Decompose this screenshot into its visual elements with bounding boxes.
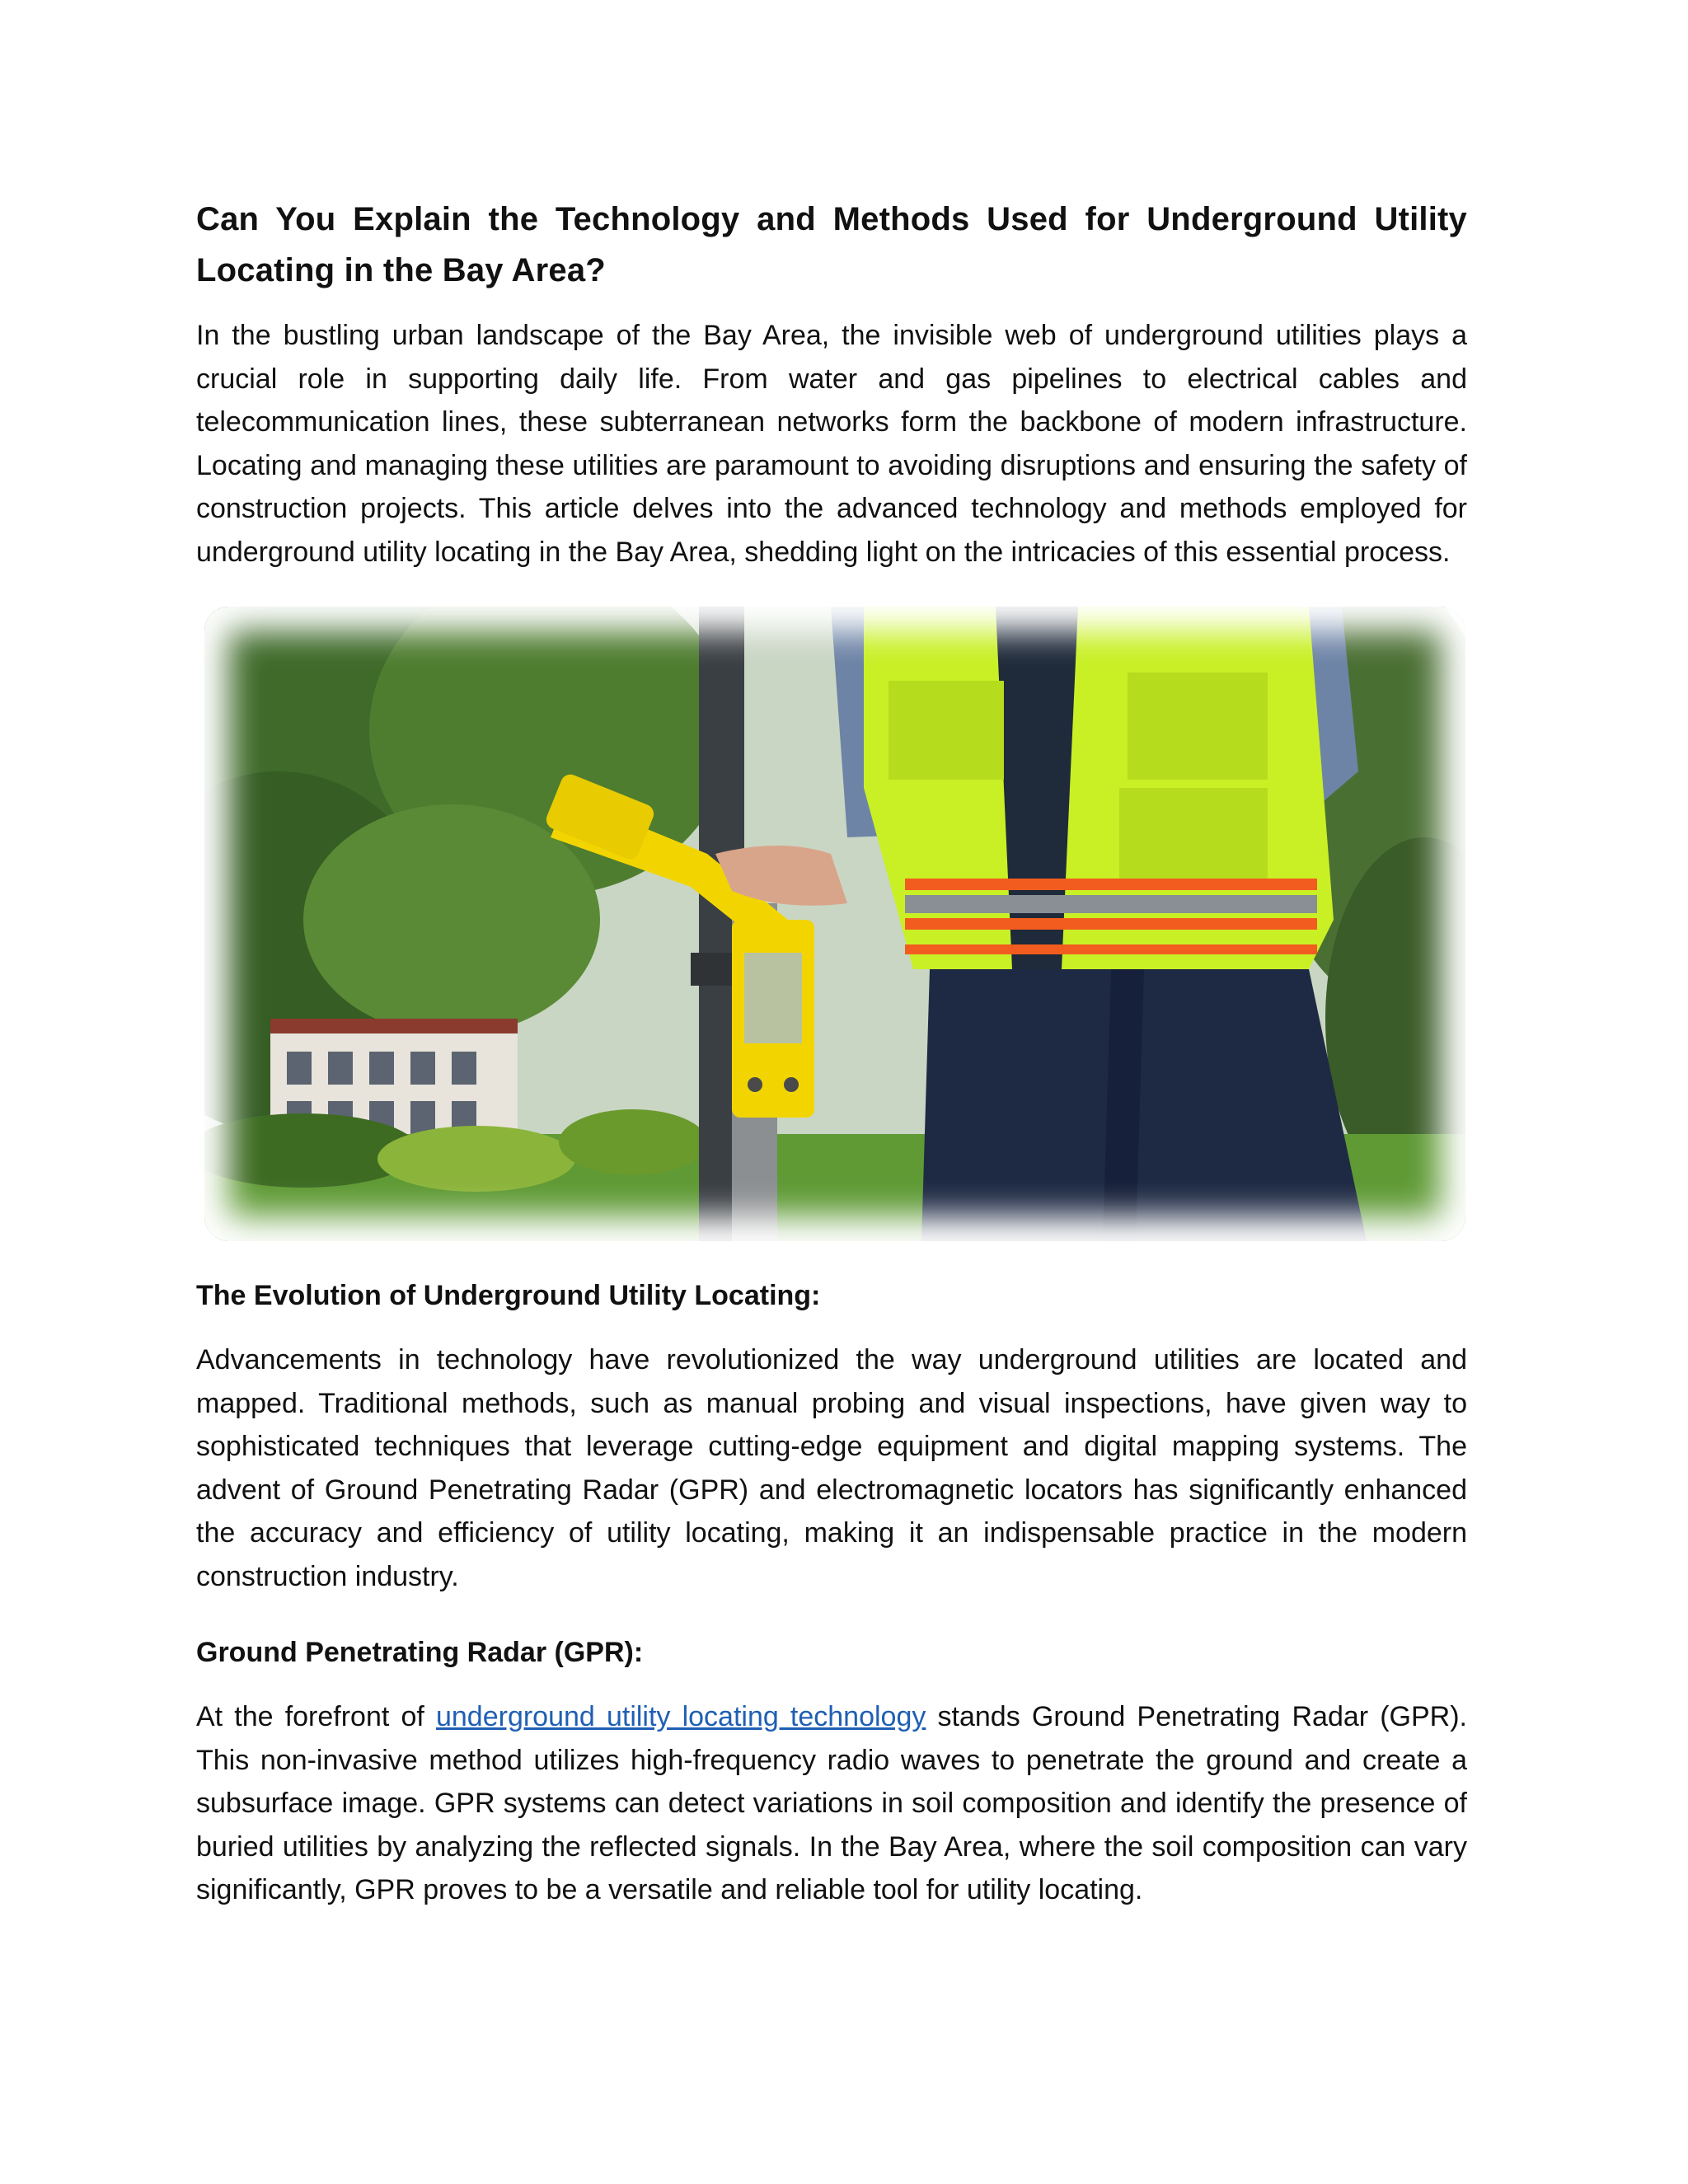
utility-locating-technology-link[interactable]: underground utility locating technology <box>435 1701 926 1732</box>
section-heading-evolution: The Evolution of Underground Utility Locating: <box>196 1280 821 1311</box>
article-title: Can You Explain the Technology and Methods Used for Underground Utility Locating in the Bay Area? <box>196 201 1467 288</box>
section-heading-gpr: Ground Penetrating Radar (GPR): <box>196 1637 644 1668</box>
article <box>196 194 1467 1945</box>
section-body-evolution: Advancements in technology have revolutionized the way underground utilities are located and mapped. Traditional methods, such as manual probing and visual inspections, have given way to sophisticated techniques that leverage cutting-edge equipment and digital mapping systems. The advent of Ground Penetrating Radar (GPR) and electromagnetic locators has significantly enhanced the accuracy and efficiency of utility locating, making it an indispensable practice in the modern construction industry. <box>196 1344 1467 1592</box>
intro-paragraph: In the bustling urban landscape of the Bay Area, the invisible web of underground utilities plays a crucial role in supporting daily life. From water and gas pipelines to electrical cables and telecommunication lines, these subterranean networks form the backbone of modern infrastructure. Locating and managing these utilities are paramount to avoiding disruptions and ensuring the safety of construction projects. This article delves into the advanced technology and methods employed for underground utility locating in the Bay Area, shedding light on the intricacies of this essential process. <box>196 320 1467 568</box>
utility-locator-photo <box>204 607 1465 1241</box>
gpr-text-before-link: At the forefront of <box>196 1701 436 1732</box>
utility-locator-worker-photo-icon <box>204 607 1465 1241</box>
section-body-gpr <box>196 1695 1467 1912</box>
gpr-text-after-link: stands Ground Penetrating Radar (GPR). This non-invasive method utilizes high-frequency radio waves to penetrate the ground and create a subsurface image. GPR systems can detect variations in soil composition and identify the presence of buried utilities by analyzing the reflected signals. In the Bay Area, where the soil composition can vary significantly, GPR proves to be a versatile and reliable tool for utility locating. <box>196 1701 1468 1905</box>
